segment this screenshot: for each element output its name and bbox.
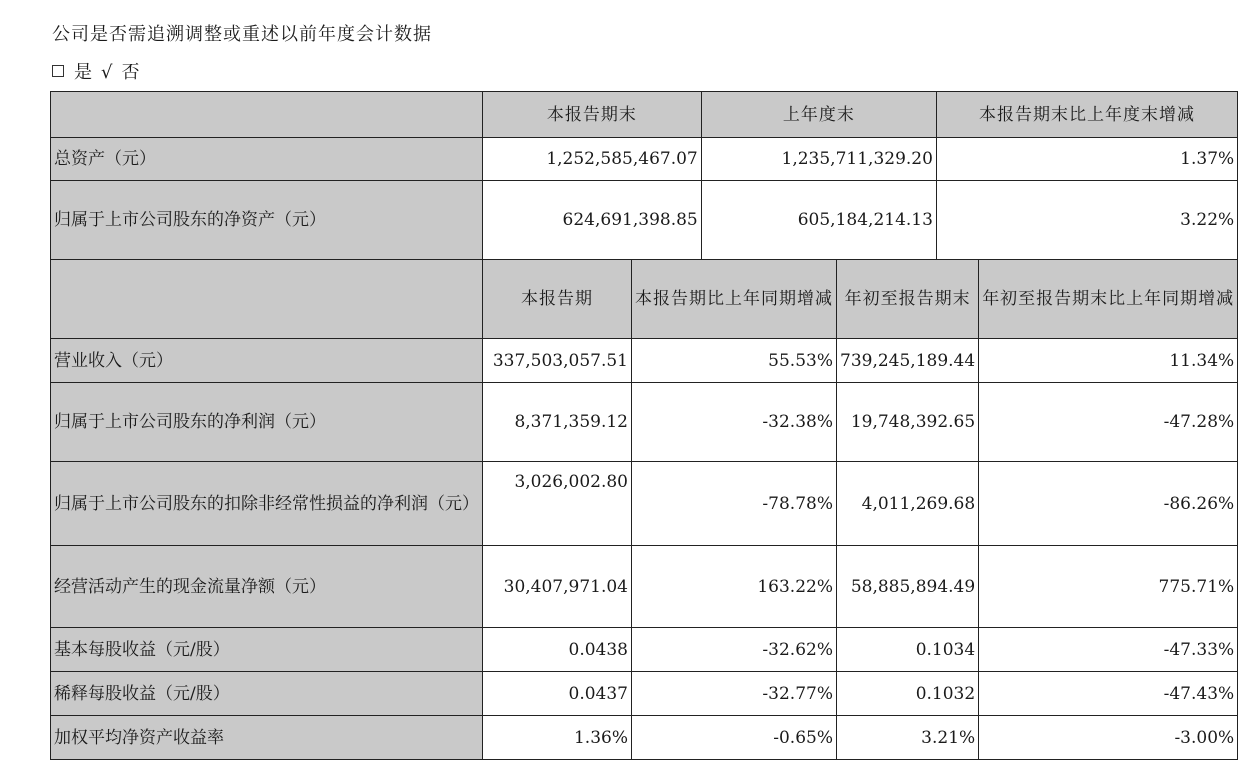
cell-value: 337,503,057.51	[483, 339, 632, 383]
row-label: 稀释每股收益（元/股）	[51, 672, 483, 716]
cell-value: 0.0437	[483, 672, 632, 716]
header-blank	[51, 92, 483, 138]
cell-value: 3.21%	[837, 716, 979, 760]
option-yes: 是	[74, 62, 93, 83]
table-row	[51, 546, 1238, 628]
table-row	[51, 181, 1238, 260]
income-header-0: 本报告期	[483, 260, 632, 339]
row-label: 总资产（元）	[51, 138, 483, 181]
cell-value: 55.53%	[632, 339, 837, 383]
cell-value: 775.71%	[979, 546, 1238, 628]
cell-value: 8,371,359.12	[483, 383, 632, 462]
cell-value: -32.62%	[632, 628, 837, 672]
option-no: 否	[121, 62, 141, 83]
table-row	[51, 138, 1238, 181]
income-header-1: 本报告期比上年同期增减	[632, 260, 837, 339]
cell-value: -32.77%	[632, 672, 837, 716]
cell-value: 624,691,398.85	[483, 181, 702, 260]
table-row	[51, 672, 1238, 716]
row-label: 归属于上市公司股东的净利润（元）	[51, 383, 483, 462]
cell-value: 30,407,971.04	[483, 546, 632, 628]
caption-options	[52, 58, 140, 84]
income-header-3: 年初至报告期末比上年同期增减	[979, 260, 1238, 339]
cell-value: 163.22%	[632, 546, 837, 628]
balance-header-row	[51, 92, 1238, 138]
table-row	[51, 339, 1238, 383]
header-blank	[51, 260, 483, 339]
balance-header-1: 上年度末	[701, 92, 936, 138]
cell-value: -47.43%	[979, 672, 1238, 716]
cell-value: 11.34%	[979, 339, 1238, 383]
balance-header-2: 本报告期末比上年度末增减	[936, 92, 1237, 138]
cell-value: 1,252,585,467.07	[483, 138, 702, 181]
cell-value: 4,011,269.68	[837, 462, 979, 546]
check-mark: √	[101, 62, 114, 83]
cell-value: 739,245,189.44	[837, 339, 979, 383]
cell-value: -47.33%	[979, 628, 1238, 672]
cell-value: 0.1032	[837, 672, 979, 716]
cell-value: 3,026,002.80	[483, 462, 632, 546]
table-row	[51, 462, 1238, 546]
row-label: 基本每股收益（元/股）	[51, 628, 483, 672]
cell-value: 1.37%	[936, 138, 1237, 181]
cell-value: 3.22%	[936, 181, 1237, 260]
income-header-2: 年初至报告期末	[837, 260, 979, 339]
cell-value: 58,885,894.49	[837, 546, 979, 628]
cell-value: -47.28%	[979, 383, 1238, 462]
cell-value: -3.00%	[979, 716, 1238, 760]
cell-value: 19,748,392.65	[837, 383, 979, 462]
row-label: 归属于上市公司股东的扣除非经常性损益的净利润（元）	[51, 462, 483, 546]
cell-value: 0.1034	[837, 628, 979, 672]
table-row	[51, 628, 1238, 672]
cell-value: -0.65%	[632, 716, 837, 760]
balance-header-0: 本报告期末	[483, 92, 702, 138]
cell-value: 1,235,711,329.20	[701, 138, 936, 181]
cell-value: -78.78%	[632, 462, 837, 546]
checkbox-icon	[52, 65, 64, 77]
cell-value: 1.36%	[483, 716, 632, 760]
cell-value: 0.0438	[483, 628, 632, 672]
row-label: 加权平均净资产收益率	[51, 716, 483, 760]
table-row	[51, 383, 1238, 462]
caption-title: 公司是否需追溯调整或重述以前年度会计数据	[52, 24, 432, 45]
row-label: 营业收入（元）	[51, 339, 483, 383]
cell-value: 605,184,214.13	[701, 181, 936, 260]
table-row	[51, 716, 1238, 760]
row-label: 经营活动产生的现金流量净额（元）	[51, 546, 483, 628]
cell-value: -86.26%	[979, 462, 1238, 546]
financial-table	[50, 91, 1238, 760]
row-label: 归属于上市公司股东的净资产（元）	[51, 181, 483, 260]
income-header-row	[51, 260, 1238, 339]
cell-value: -32.38%	[632, 383, 837, 462]
